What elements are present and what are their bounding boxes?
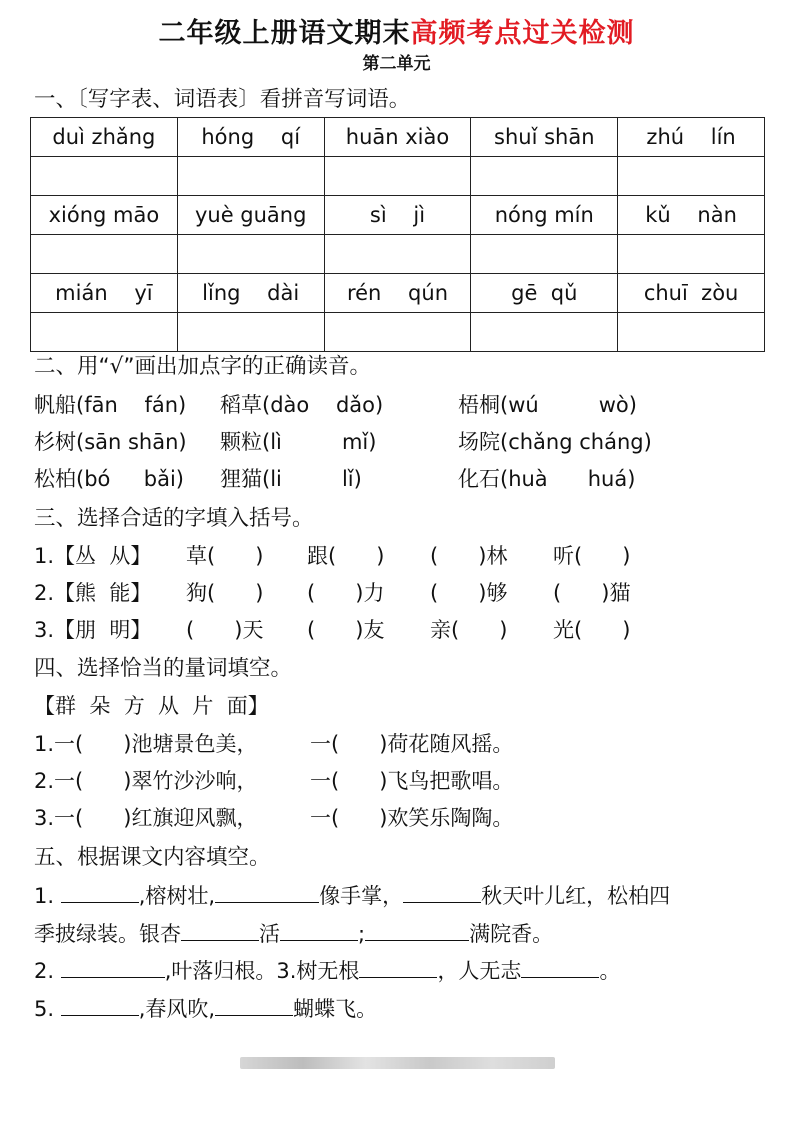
reading-item[interactable]: 稻草(dào dǎo) <box>220 393 384 417</box>
measure-word-bank: 【群 朵 方 从 片 面】 <box>34 694 269 718</box>
fill-text: ; <box>358 922 366 946</box>
fill-text: 2. <box>34 959 61 983</box>
reading-item[interactable]: 松柏(bó bǎi) <box>34 467 184 491</box>
choice-blank[interactable]: 跟( ) <box>307 544 385 568</box>
choice-set: 2.【熊 能】 <box>34 581 152 605</box>
fill-text: ,榕树壮, <box>138 884 216 908</box>
fill-line-1 <box>34 880 670 911</box>
pinyin-cell: nóng mín <box>471 196 618 235</box>
pinyin-cell: rén qún <box>324 274 471 313</box>
section-3-heading: 三、选择合适的字填入括号。 <box>34 506 314 531</box>
pinyin-cell: gē qǔ <box>471 274 618 313</box>
pinyin-cell: shuǐ shān <box>471 118 618 157</box>
blurred-footer-watermark <box>240 1057 555 1069</box>
answer-cell[interactable] <box>324 313 471 352</box>
measure-line[interactable]: 一( )飞鸟把歌唱。 <box>310 769 514 793</box>
fill-text: ,春风吹, <box>138 997 216 1021</box>
answer-cell[interactable] <box>618 157 765 196</box>
fill-line-3 <box>34 955 620 986</box>
fill-text: ，人无志 <box>437 959 522 983</box>
pinyin-cell: mián yī <box>31 274 178 313</box>
fill-text: ,叶落归根。3.树无根 <box>164 959 360 983</box>
choice-blank[interactable]: 草( ) <box>186 544 264 568</box>
choice-blank[interactable]: 亲( ) <box>430 618 508 642</box>
fill-line-2 <box>34 918 553 949</box>
measure-line[interactable]: 3.一( )红旗迎风飘， <box>34 806 258 830</box>
choice-blank[interactable]: ( )林 <box>430 544 508 568</box>
fill-blank[interactable] <box>215 993 293 1016</box>
fill-text: 像手掌， <box>319 884 404 908</box>
fill-blank[interactable] <box>61 955 165 978</box>
page-title <box>0 14 793 54</box>
fill-text: 蝴蝶飞。 <box>293 997 378 1021</box>
fill-text: 5. <box>34 997 61 1021</box>
choice-blank[interactable]: 听( ) <box>553 544 631 568</box>
fill-blank[interactable] <box>181 918 259 941</box>
measure-line[interactable]: 一( )荷花随风摇。 <box>310 732 514 756</box>
answer-cell[interactable] <box>324 235 471 274</box>
answer-cell[interactable] <box>31 235 178 274</box>
pinyin-cell: duì zhǎng <box>31 118 178 157</box>
pinyin-cell: yuè guāng <box>177 196 324 235</box>
pinyin-cell: sì jì <box>324 196 471 235</box>
choice-blank[interactable]: 光( ) <box>553 618 631 642</box>
fill-blank[interactable] <box>280 918 358 941</box>
answer-row <box>31 235 765 274</box>
answer-cell[interactable] <box>177 235 324 274</box>
fill-blank[interactable] <box>521 955 599 978</box>
pinyin-cell: hóng qí <box>177 118 324 157</box>
fill-text: 季披绿装。银杏 <box>34 922 181 946</box>
pinyin-cell: zhú lín <box>618 118 765 157</box>
fill-text: 活 <box>259 922 280 946</box>
choice-set: 1.【丛 从】 <box>34 544 152 568</box>
pinyin-row <box>31 118 765 157</box>
answer-cell[interactable] <box>471 313 618 352</box>
reading-item[interactable]: 化石(huà huá) <box>458 467 636 491</box>
pinyin-row <box>31 274 765 313</box>
fill-blank[interactable] <box>365 918 469 941</box>
section-5-heading: 五、根据课文内容填空。 <box>34 845 271 870</box>
fill-blank[interactable] <box>359 955 437 978</box>
measure-line[interactable]: 一( )欢笑乐陶陶。 <box>310 806 514 830</box>
fill-blank[interactable] <box>403 880 481 903</box>
pinyin-cell: kǔ nàn <box>618 196 765 235</box>
fill-line-4 <box>34 993 377 1024</box>
section-2-heading: 二、用“√”画出加点字的正确读音。 <box>34 354 371 379</box>
fill-text: 1. <box>34 884 61 908</box>
reading-item[interactable]: 帆船(fān fán) <box>34 393 187 417</box>
title-highlight: 高频考点过关检测 <box>410 18 635 49</box>
pinyin-cell: chuī zòu <box>618 274 765 313</box>
section-4-heading: 四、选择恰当的量词填空。 <box>34 656 293 681</box>
reading-item[interactable]: 狸猫(li lǐ) <box>220 467 362 491</box>
fill-text: 满院香。 <box>469 922 554 946</box>
choice-blank[interactable]: ( )力 <box>307 581 385 605</box>
answer-cell[interactable] <box>324 157 471 196</box>
answer-row <box>31 313 765 352</box>
answer-cell[interactable] <box>177 313 324 352</box>
pinyin-cell: lǐng dài <box>177 274 324 313</box>
measure-line[interactable]: 2.一( )翠竹沙沙响， <box>34 769 258 793</box>
pinyin-cell: xióng māo <box>31 196 178 235</box>
reading-item[interactable]: 颗粒(lì mǐ) <box>220 430 377 454</box>
answer-row <box>31 157 765 196</box>
pinyin-cell: huān xiào <box>324 118 471 157</box>
answer-cell[interactable] <box>618 313 765 352</box>
choice-blank[interactable]: ( )友 <box>307 618 385 642</box>
measure-line[interactable]: 1.一( )池塘景色美， <box>34 732 258 756</box>
answer-cell[interactable] <box>31 157 178 196</box>
answer-cell[interactable] <box>31 313 178 352</box>
answer-cell[interactable] <box>618 235 765 274</box>
fill-blank[interactable] <box>215 880 319 903</box>
choice-set: 3.【朋 明】 <box>34 618 152 642</box>
reading-item[interactable]: 梧桐(wú wò) <box>458 393 637 417</box>
fill-text: 秋天叶儿红，松柏四 <box>481 884 671 908</box>
reading-item[interactable]: 场院(chǎng cháng) <box>458 430 652 454</box>
choice-blank[interactable]: ( )猫 <box>553 581 631 605</box>
answer-cell[interactable] <box>471 235 618 274</box>
reading-item[interactable]: 杉树(sān shān) <box>34 430 187 454</box>
pinyin-row <box>31 196 765 235</box>
answer-cell[interactable] <box>177 157 324 196</box>
choice-blank[interactable]: 狗( ) <box>186 581 264 605</box>
fill-blank[interactable] <box>61 880 139 903</box>
fill-text: 。 <box>599 959 621 983</box>
fill-blank[interactable] <box>61 993 139 1016</box>
choice-blank[interactable]: ( )天 <box>186 618 264 642</box>
choice-blank[interactable]: ( )够 <box>430 581 508 605</box>
title-main: 二年级上册语文期末 <box>158 18 411 49</box>
section-1-heading: 一、〔写字表、词语表〕看拼音写词语。 <box>34 87 411 112</box>
answer-cell[interactable] <box>471 157 618 196</box>
pinyin-table <box>30 117 765 352</box>
page-subtitle: 第二单元 <box>362 54 431 74</box>
